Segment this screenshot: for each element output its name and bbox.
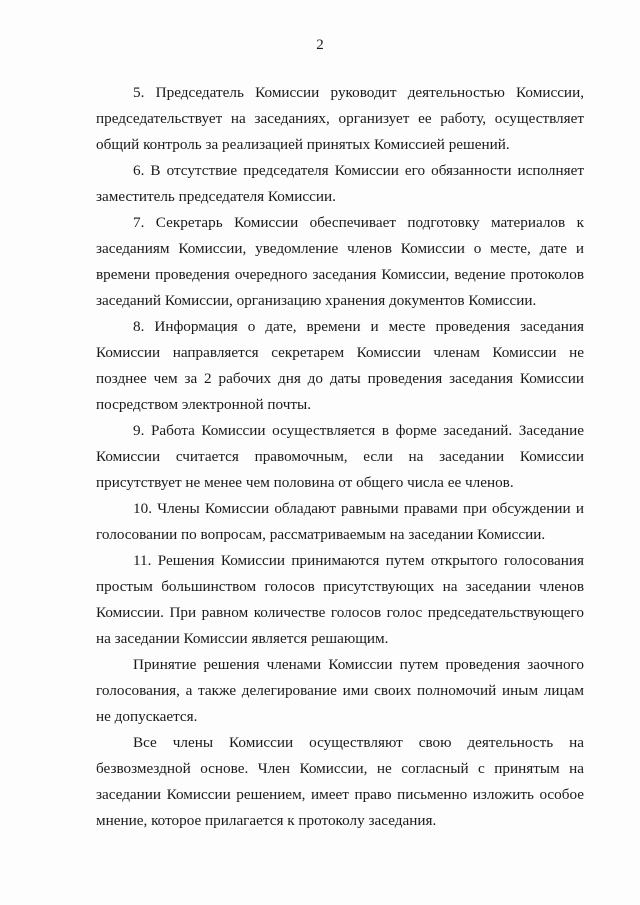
paragraph-9: 9. Работа Комиссии осуществляется в форме заседаний. Заседание Комиссии считается правомочным, если на заседании Комиссии присутствует не менее чем половина от общего числа ее членов. [96, 422, 584, 491]
page-number: 2 [316, 37, 324, 53]
paragraph-11: 11. Решения Комиссии принимаются путем открытого голосования простым большинством голосов присутствующих на заседании членов Комиссии. При равном количестве голосов голос председательствующего на заседании Комиссии является решающим. [96, 552, 584, 647]
paragraph-5: 5. Председатель Комиссии руководит деятельностью Комиссии, председательствует на заседаниях, организует ее работу, осуществляет общий контроль за реализацией принятых Комиссией решений. [96, 84, 584, 153]
paragraph-7: 7. Секретарь Комиссии обеспечивает подготовку материалов к заседаниям Комиссии, уведомление членов Комиссии о месте, дате и времени проведения очередного заседания Комиссии, ведение протоколов заседаний Комиссии, организацию хранения документов Комиссии. [96, 214, 584, 309]
paragraph-11-continued: Принятие решения членами Комиссии путем проведения заочного голосования, а также делегирование ими своих полномочий иным лицам не допускается. [96, 656, 584, 725]
paragraph-6: 6. В отсутствие председателя Комиссии его обязанности исполняет заместитель председателя Комиссии. [96, 162, 584, 205]
paragraph-8: 8. Информация о дате, времени и месте проведения заседания Комиссии направляется секретарем Комиссии членам Комиссии не позднее чем за 2 рабочих дня до даты проведения заседания Комиссии посредством электронной почты. [96, 318, 584, 413]
document-body [96, 80, 584, 834]
paragraph-10: 10. Члены Комиссии обладают равными правами при обсуждении и голосовании по вопросам, рассматриваемым на заседании Комиссии. [96, 500, 584, 543]
paragraph-11-final: Все члены Комиссии осуществляют свою деятельность на безвозмездной основе. Член Комиссии, не согласный с принятым на заседании Комиссии решением, имеет право письменно изложить особое мнение, которое прилагается к протоколу заседания. [96, 734, 584, 829]
